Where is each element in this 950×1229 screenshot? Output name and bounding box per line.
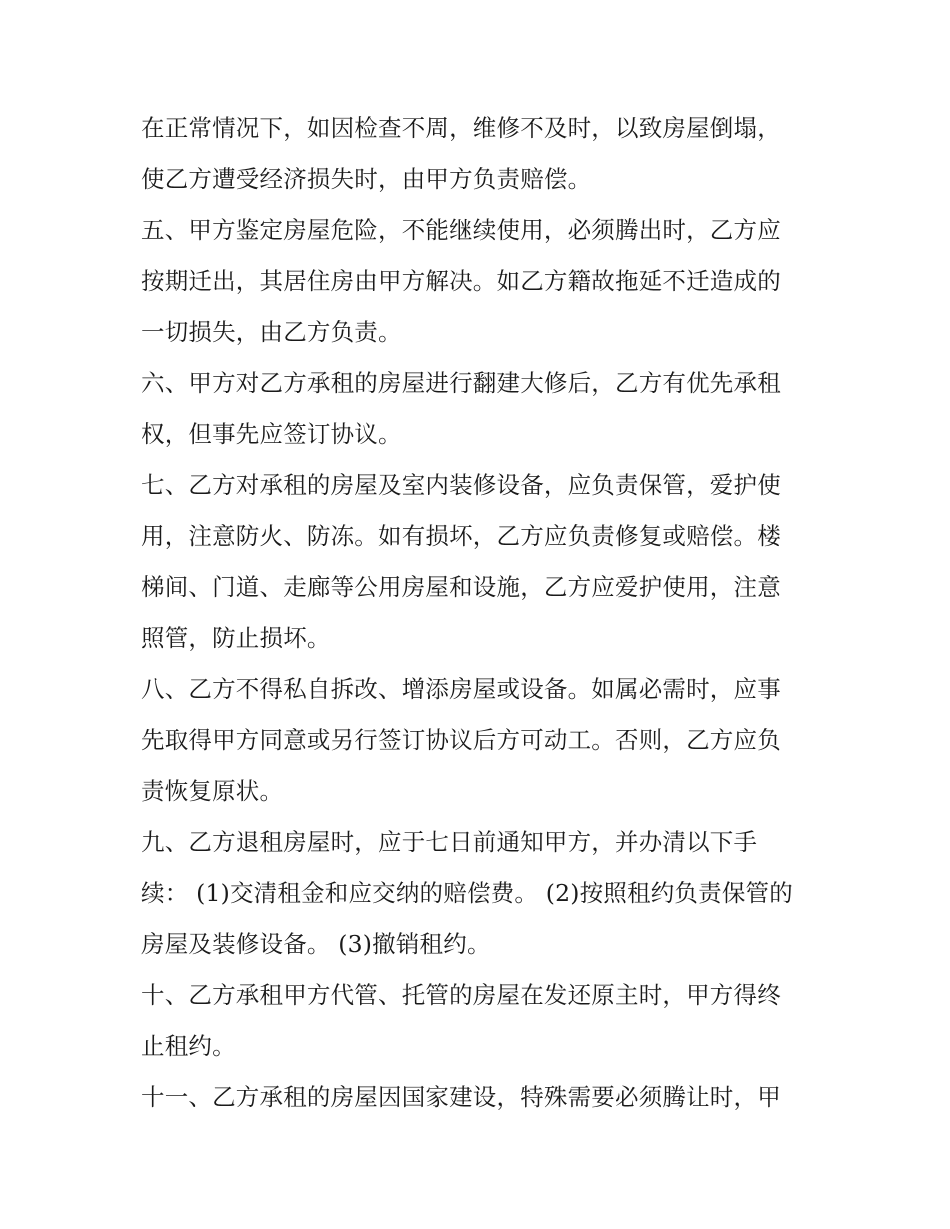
text-line: 权，但事先应签订协议。: [141, 420, 402, 448]
text-line: 八、乙方不得私自拆改、增添房屋或设备。如属必需时，应事: [141, 675, 781, 703]
text-line: 责恢复原状。: [141, 777, 284, 805]
text-line: 五、甲方鉴定房屋危险，不能继续使用，必须腾出时，乙方应: [141, 216, 781, 244]
text-line: 七、乙方对承租的房屋及室内装修设备，应负责保管，爱护使: [141, 471, 781, 499]
text-line: 九、乙方退租房屋时，应于七日前通知甲方，并办清以下手: [141, 828, 758, 856]
document-body: [141, 103, 821, 1123]
text-line: 十、乙方承租甲方代管、托管的房屋在发还原主时，甲方得终: [141, 981, 781, 1009]
text-line: 先取得甲方同意或另行签订协议后方可动工。否则，乙方应负: [141, 726, 781, 754]
text-line: 六、甲方对乙方承租的房屋进行翻建大修后，乙方有优先承租: [141, 369, 781, 397]
text-line: 按期迁出，其居住房由甲方解决。如乙方籍故拖延不迁造成的: [141, 267, 781, 295]
text-line: 续： (1)交清租金和应交纳的赔偿费。 (2)按照租约负责保管的: [141, 879, 793, 907]
text-line: 梯间、门道、走廊等公用房屋和设施，乙方应爱护使用，注意: [141, 573, 781, 601]
text-line: 照管，防止损坏。: [141, 624, 331, 652]
text-line: 用，注意防火、防冻。如有损坏，乙方应负责修复或赔偿。楼: [141, 522, 781, 550]
text-line: 在正常情况下，如因检查不周，维修不及时，以致房屋倒塌，: [141, 114, 781, 142]
text-line: 使乙方遭受经济损失时，由甲方负责赔偿。: [141, 165, 592, 193]
text-line: 止租约。: [141, 1032, 236, 1060]
text-line: 十一、乙方承租的房屋因国家建设，特殊需要必须腾让时，甲: [141, 1083, 781, 1111]
text-line: 一切损失，由乙方负责。: [141, 318, 402, 346]
text-line: 房屋及装修设备。 (3)撤销租约。: [141, 930, 491, 958]
